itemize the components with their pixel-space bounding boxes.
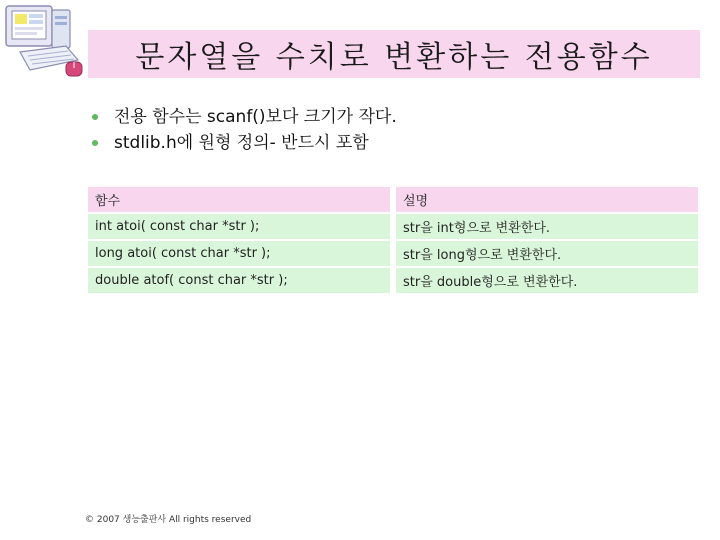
computer-clipart-icon: [0, 0, 90, 84]
bullet-dot-icon: [92, 140, 98, 146]
function-cell: int atoi( const char *str );: [88, 214, 390, 239]
table-row: [88, 268, 698, 293]
bullet-text: 전용 함수는 scanf()보다 크기가 작다.: [114, 107, 397, 127]
slide-title: 문자열을 수치로 변환하는 전용함수: [135, 40, 653, 75]
bullet-item: [88, 104, 397, 130]
description-cell: str을 int형으로 변환한다.: [396, 214, 698, 239]
bullet-item: [88, 130, 397, 156]
header-cell-function: 함수: [88, 187, 390, 212]
description-cell: str을 double형으로 변환한다.: [396, 268, 698, 293]
bullet-text: stdlib.h에 원형 정의- 반드시 포함: [114, 133, 369, 153]
table-header-row: [88, 187, 698, 212]
table-row: [88, 214, 698, 239]
table-row: [88, 241, 698, 266]
function-cell: long atoi( const char *str );: [88, 241, 390, 266]
header-cell-description: 설명: [396, 187, 698, 212]
copyright-footer: © 2007 생능출판사 All rights reserved: [85, 515, 252, 525]
function-cell: double atof( const char *str );: [88, 268, 390, 293]
bullet-list: [88, 104, 397, 156]
bullet-dot-icon: [92, 114, 98, 120]
description-cell: str을 long형으로 변환한다.: [396, 241, 698, 266]
slide-title-banner: [88, 28, 700, 78]
function-table: [88, 185, 698, 295]
